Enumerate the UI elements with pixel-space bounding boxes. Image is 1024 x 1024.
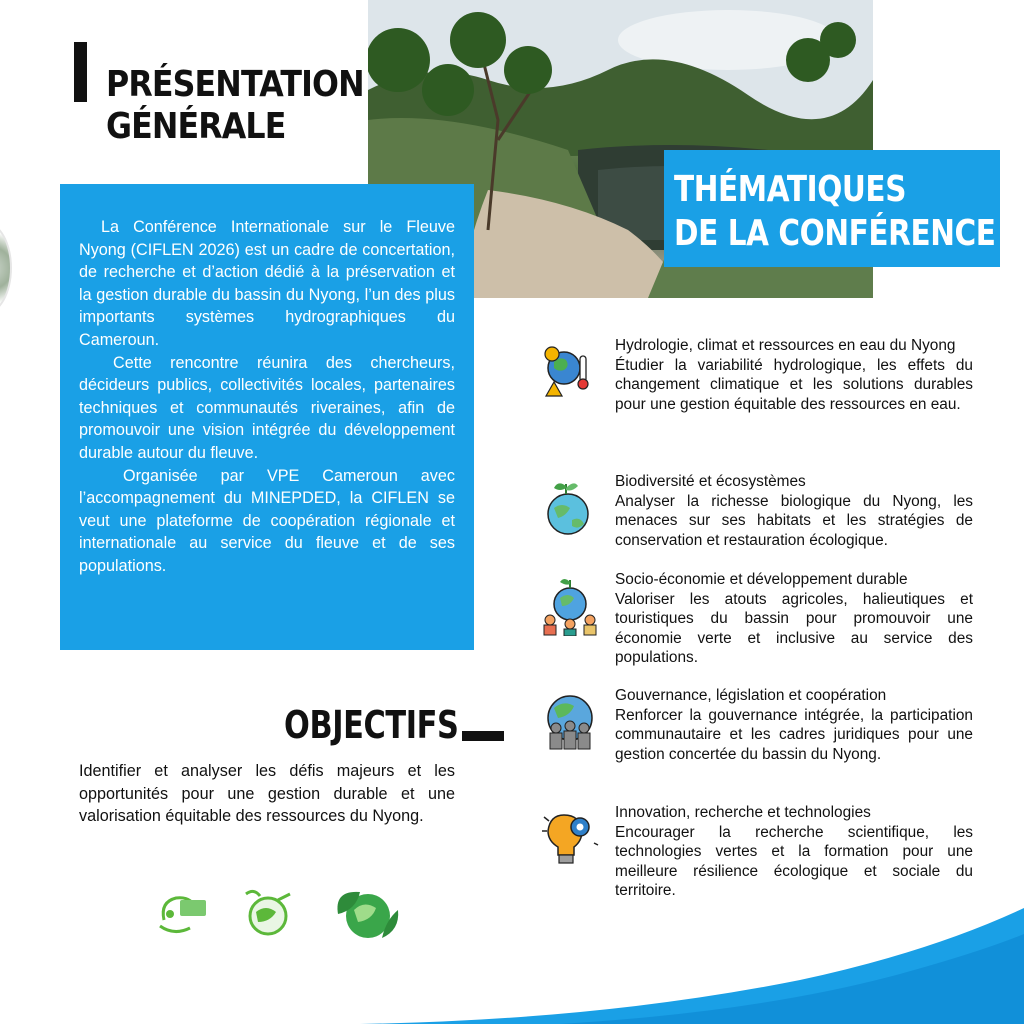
objectifs-text: Identifier et analyser les défis majeurs et les opportunités pour une gestion durable et une valorisation équitable des ressources du Nyong. (79, 762, 455, 826)
thematiques-title-line2: DE LA CONFÉRENCE (674, 213, 996, 254)
objectifs-title: OBJECTIFS (284, 703, 459, 747)
theme-description: Renforcer la gouvernance intégrée, la participation communautaire et les cadres juridiques pour une gestion concertée du bassin du Nyong. (615, 706, 973, 763)
theme-description: Encourager la recherche scientifique, les technologies vertes et la formation pour une meilleure résilience écologique et sociale du territoire. (615, 823, 973, 899)
presentation-title-line1: PRÉSENTATION (106, 64, 364, 105)
theme-heading: Biodiversité et écosystèmes (615, 473, 806, 490)
presentation-paragraph: La Conférence Internationale sur le Fleuve Nyong (CIFLEN 2026) est un cadre de concertation, de recherche et d’action dédié à la préservation et la gestion durable du bassin du Nyong, l’un des plus importants systèmes hydrographiques du Cameroun. (79, 218, 455, 349)
climate-globe-icon (540, 342, 600, 402)
theme-heading: Gouvernance, législation et coopération (615, 687, 887, 704)
objectifs-title-bar (462, 731, 504, 741)
presentation-text (79, 216, 455, 578)
governance-globe-icon (540, 692, 600, 752)
presentation-paragraph: Organisée par VPE Cameroun avec l’accompagnement du MINEPDED, la CIFLEN se veut une plateforme de coopération régionale et internationale au service du fleuve et de ses populations. (79, 466, 455, 575)
biodiversity-globe-icon (540, 478, 600, 538)
theme-description: Valoriser les atouts agricoles, halieutiques et touristiques du bassin pour promouvoir une économie verte et inclusive au service des populations. (615, 590, 973, 666)
community-globe-icon (540, 576, 600, 636)
presentation-paragraph: Cette rencontre réunira des chercheurs, décideurs publics, collectivités locales, partenaires techniques et communautés riveraines, afin de promouvoir une vision intégrée du développement durable autour du fleuve. (79, 353, 455, 462)
theme-heading: Hydrologie, climat et ressources en eau du Nyong (615, 337, 956, 354)
thematiques-title-line1: THÉMATIQUES (674, 169, 907, 210)
presentation-title-line2: GÉNÉRALE (106, 106, 286, 147)
side-photo-fragment (0, 222, 12, 314)
thematiques-title (674, 168, 996, 256)
theme-heading: Innovation, recherche et technologies (615, 804, 871, 821)
theme-description: Analyser la richesse biologique du Nyong, les menaces sur ses habitats et les stratégies de conservation et restauration écologique. (615, 492, 973, 549)
presentation-heading-bar (74, 42, 87, 102)
theme-heading: Socio-économie et développement durable (615, 571, 908, 588)
innovation-bulb-icon (540, 809, 600, 869)
presentation-title (106, 64, 364, 148)
bottom-wave-decoration (0, 900, 1024, 1024)
theme-description: Étudier la variabilité hydrologique, les effets du changement climatique et les solutions durables pour une gestion équitable des ressources en eau. (615, 356, 973, 413)
